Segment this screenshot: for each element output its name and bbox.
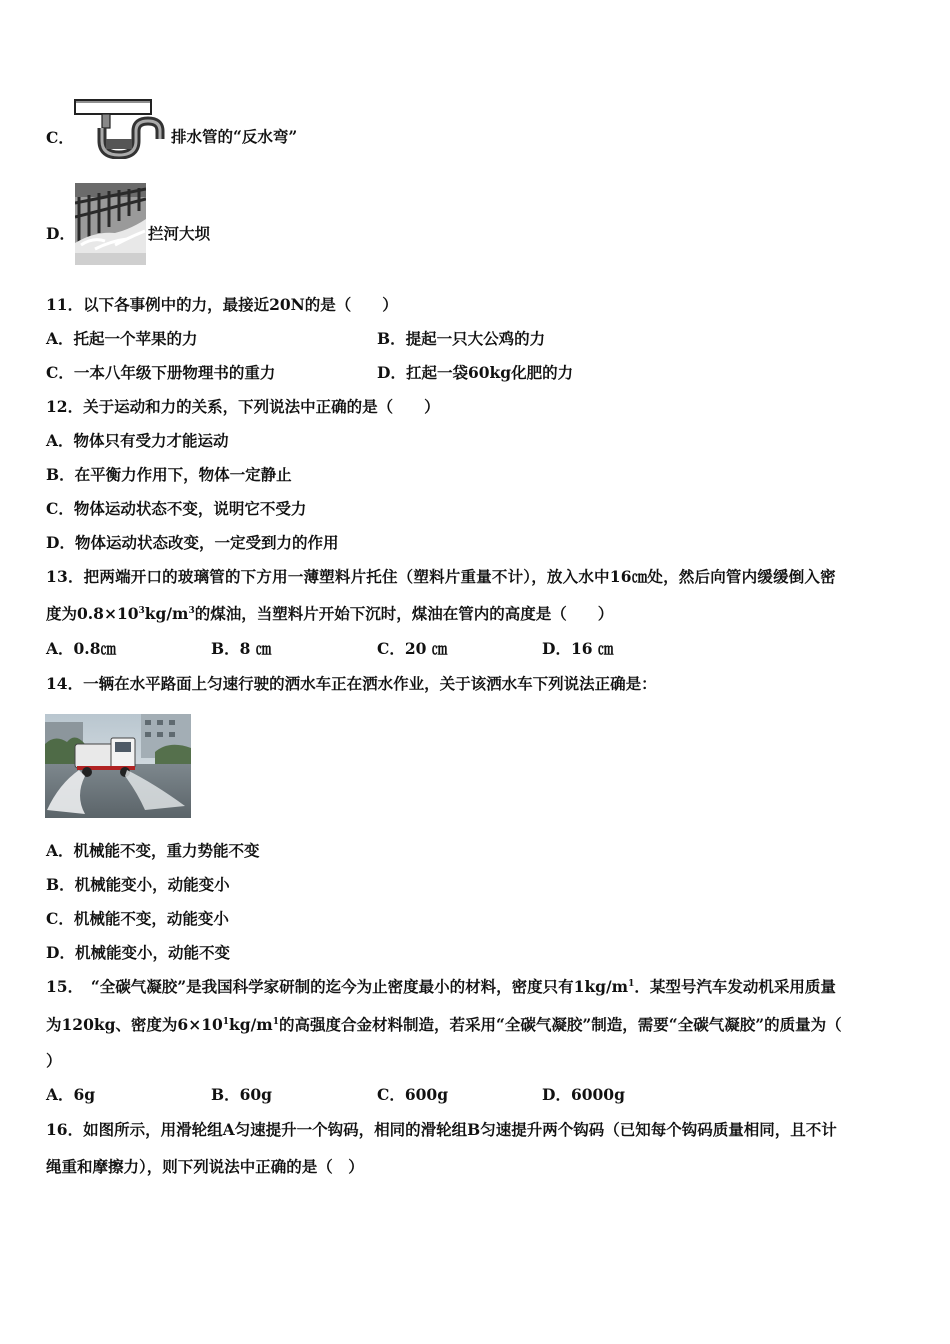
q12-stem: 12．关于运动和力的关系，下列说法中正确的是（ ） <box>46 397 440 416</box>
q13-text: 度为0.8×10 <box>46 604 139 623</box>
q15-sup: 1 <box>222 1016 230 1027</box>
q13-stem-line1: 13．把两端开口的玻璃管的下方用一薄塑料片托住（塑料片重量不计），放入水中16㎝处，然后向管内缓缓倒入密 <box>46 567 836 586</box>
q14-option-d: D．机械能变小，动能不变 <box>46 943 230 962</box>
q15-sup: 1 <box>628 978 635 989</box>
q14-option-a: A．机械能不变，重力势能不变 <box>46 841 260 860</box>
q15-text: 为120kg、密度为6×10 <box>46 1015 223 1034</box>
q15-text: ．某型号汽车发动机采用质量 <box>634 977 836 996</box>
q11-option-b: B．提起一只大公鸡的力 <box>377 329 546 348</box>
q13-unit: kg/m <box>144 604 189 623</box>
option-c-label: C． <box>46 128 74 147</box>
q15-option-b: B．60g <box>211 1085 273 1104</box>
q14-option-b: B．机械能变小，动能变小 <box>46 875 230 894</box>
q13-option-c: C．20 ㎝ <box>377 639 448 658</box>
q13-text: 的煤油，当塑料片开始下沉时，煤油在管内的高度是（ ） <box>194 604 614 623</box>
q14-option-c: C．机械能不变，动能变小 <box>46 909 229 928</box>
q11-option-a: A．托起一个苹果的力 <box>46 329 198 348</box>
q12-option-d: D．物体运动状态改变，一定受到力的作用 <box>46 533 339 552</box>
q13-option-a: A．0.8㎝ <box>46 639 116 658</box>
q15-stem-line1 <box>46 977 836 997</box>
q15-option-d: D．6000g <box>542 1085 625 1104</box>
q13-stem-line2 <box>46 604 613 624</box>
option-c-text: 排水管的“反水弯” <box>171 127 298 146</box>
option-d-label: D． <box>46 224 75 243</box>
q15-text: 15． “全碳气凝胶”是我国科学家研制的迄今为止密度最小的材料，密度只有1kg/m <box>46 977 629 996</box>
q16-stem-line2: 绳重和摩擦力），则下列说法中正确的是（ ） <box>46 1157 364 1176</box>
q12-option-a: A．物体只有受力才能运动 <box>46 431 229 450</box>
q15-text: 的高强度合金材料制造，若采用“全碳气凝胶”制造，需要“全碳气凝胶”的质量为（ <box>278 1015 842 1034</box>
q15-stem-line3: ） <box>46 1051 62 1070</box>
drain-trap-figure <box>72 97 172 159</box>
q13-option-d: D．16 ㎝ <box>542 639 614 658</box>
q15-unit: kg/m <box>229 1015 273 1034</box>
q11-option-c: C．一本八年级下册物理书的重力 <box>46 363 276 382</box>
dam-photo <box>75 183 146 265</box>
q15-stem-line2 <box>46 1015 842 1035</box>
q11-stem: 11．以下各事例中的力，最接近20N的是（ ） <box>46 295 398 314</box>
option-d-text: 拦河大坝 <box>148 224 211 243</box>
q16-stem-line1: 16．如图所示，用滑轮组A匀速提升一个钩码，相同的滑轮组B匀速提升两个钩码（已知每个钩码质量相同，且不计 <box>46 1120 837 1139</box>
q14-stem: 14．一辆在水平路面上匀速行驶的洒水车正在洒水作业，关于该洒水车下列说法正确是： <box>46 674 657 693</box>
q13-sup: 3 <box>138 605 145 616</box>
q11-option-d: D．扛起一袋60kg化肥的力 <box>377 363 574 382</box>
sprinkler-truck-photo <box>45 714 191 818</box>
q13-sup: 3 <box>188 605 195 616</box>
q12-option-b: B．在平衡力作用下，物体一定静止 <box>46 465 292 484</box>
q12-option-c: C．物体运动状态不变，说明它不受力 <box>46 499 307 518</box>
q15-option-a: A．6g <box>46 1085 96 1104</box>
q13-option-b: B．8 ㎝ <box>211 639 272 658</box>
q15-option-c: C．600g <box>377 1085 449 1104</box>
q15-sup: 1 <box>272 1016 279 1027</box>
